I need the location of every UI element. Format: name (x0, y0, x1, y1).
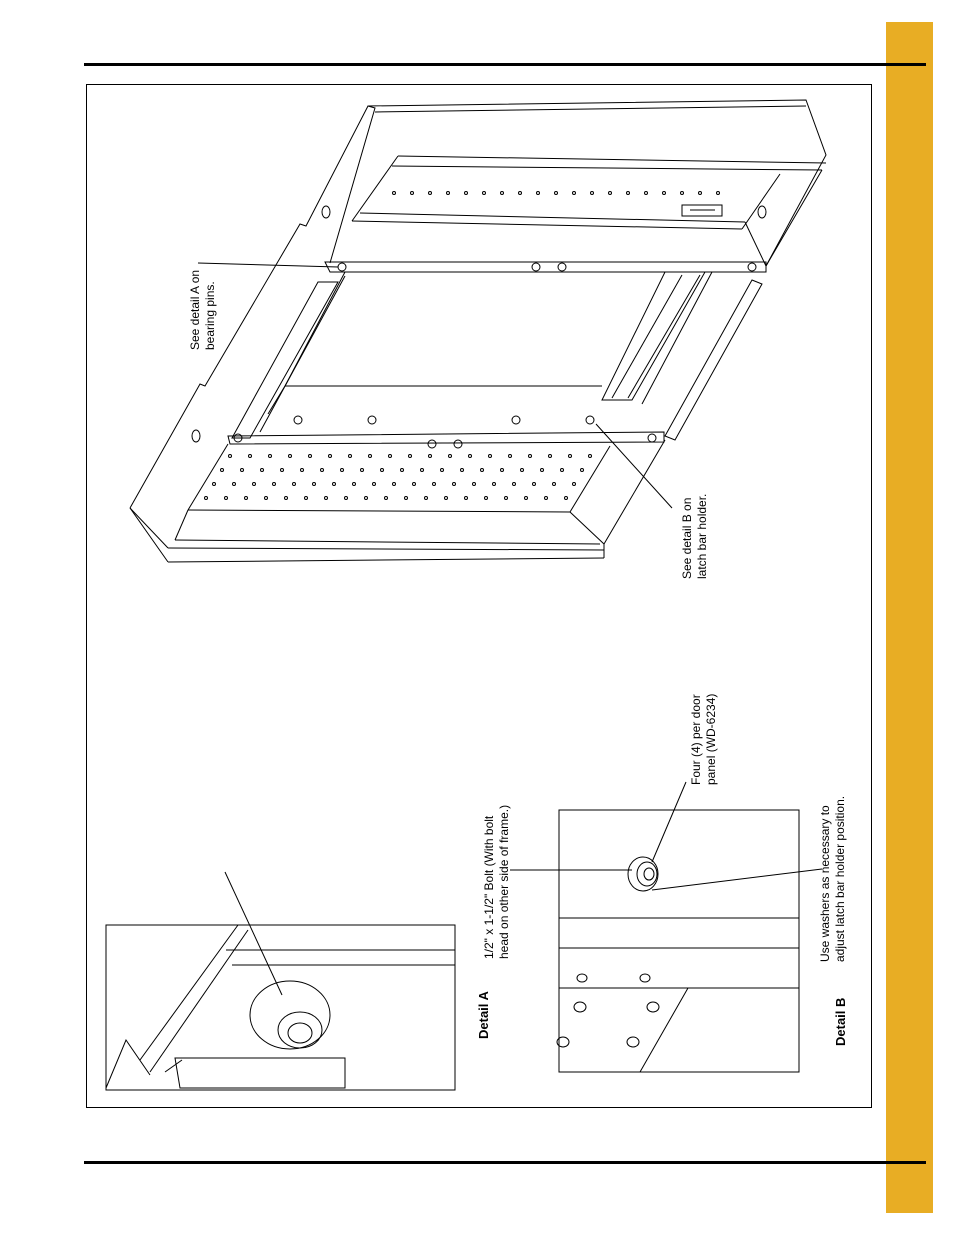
callout-washers: Use washers as necessary to adjust latch bar holder position. (818, 795, 847, 962)
leader-washers (652, 869, 822, 890)
title-detail-b: Detail B (833, 997, 848, 1046)
callout-detail-b-ref: See detail B on latch bar holder. (680, 493, 709, 579)
callout-door-panel: Four (4) per door panel (WD-6234) (689, 693, 718, 785)
callout-bolt: 1/2" x 1-1/2" Bolt (With bolt head on other side of frame.) (482, 804, 511, 959)
bearing-pins (338, 263, 756, 271)
detail-b-drawing (510, 782, 822, 1072)
leader-detail-b (596, 424, 672, 508)
leader-detail-a-pin (225, 872, 282, 995)
perforation-bottom (205, 455, 592, 500)
door-frame-assembly (130, 100, 826, 562)
callout-detail-a-ref: See detail A on bearing pins. (188, 269, 217, 350)
title-detail-a: Detail A (476, 991, 491, 1039)
leader-door-panel (652, 782, 686, 862)
detail-a-drawing (106, 872, 455, 1090)
leader-detail-a (198, 263, 338, 267)
perforation-top (393, 192, 720, 195)
